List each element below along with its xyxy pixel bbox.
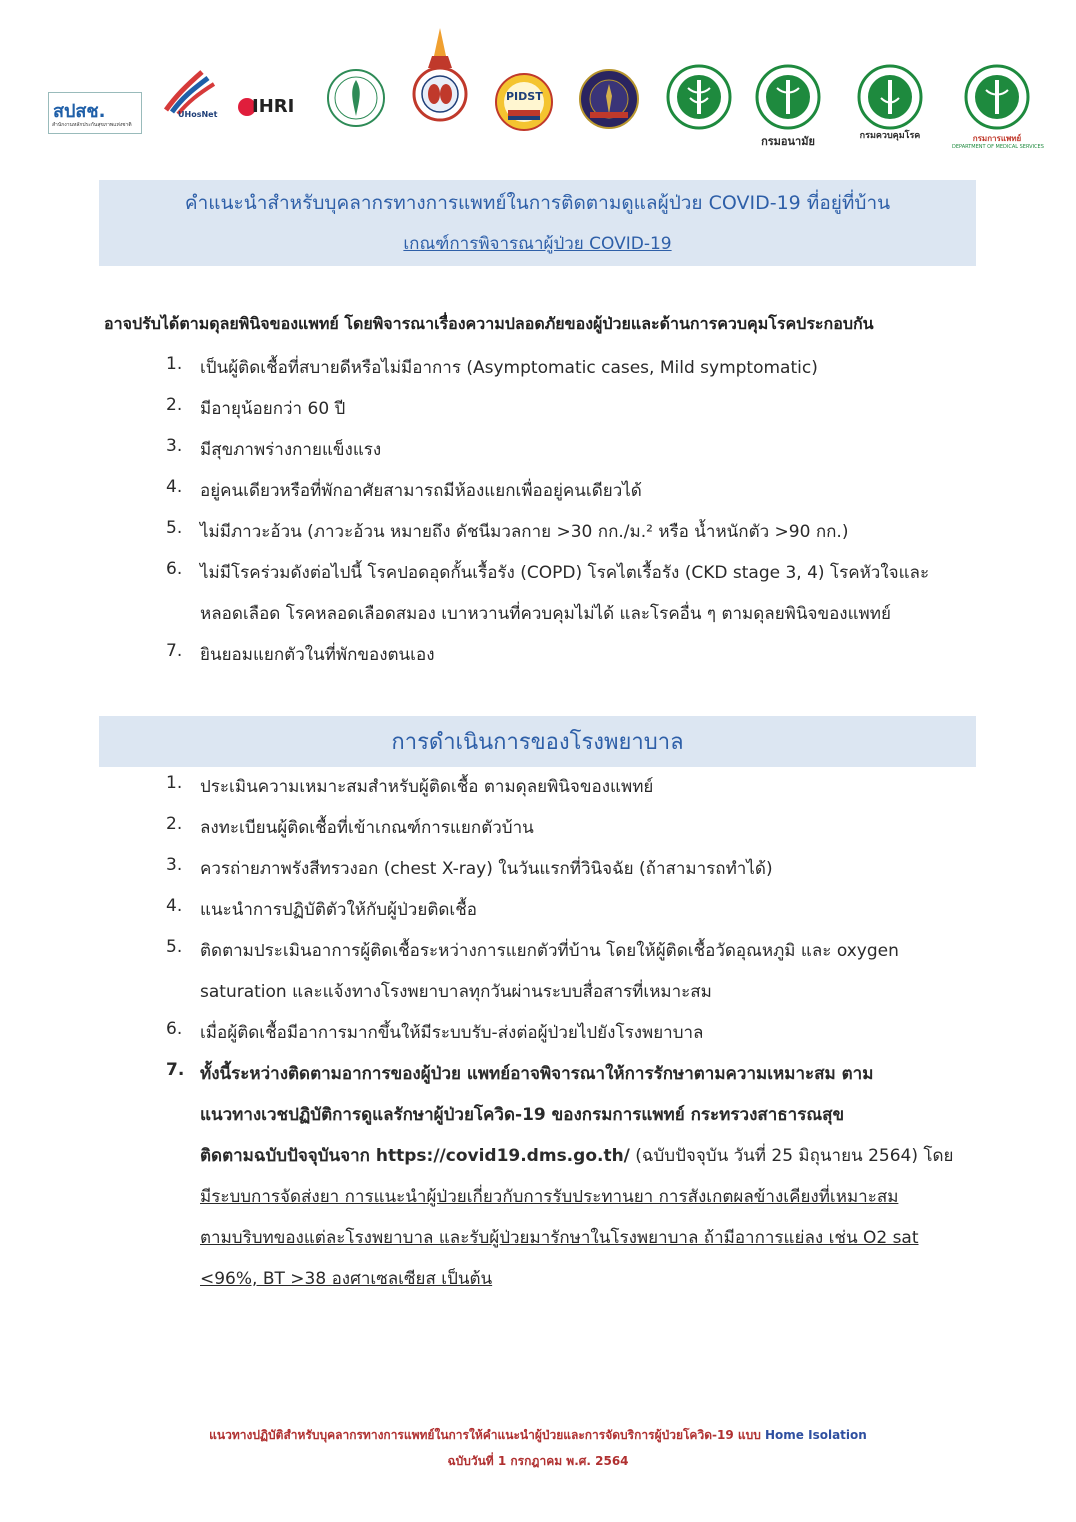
list-item-number: 1. xyxy=(166,773,183,793)
list-item-number: 4. xyxy=(166,477,183,497)
footer-guideline-text: แนวทางปฏิบัติสำหรับบุคลากรทางการแพทย์ในการให้คำแนะนำผู้ป่วยและการจัดบริการผู้ป่วยโควิด-19 แบบ xyxy=(209,1428,761,1442)
moph-seal-icon xyxy=(666,64,732,130)
dms-subcaption: DEPARTMENT OF MEDICAL SERVICES xyxy=(952,144,1044,150)
pidst-logo xyxy=(494,72,554,132)
list-item-number: 3. xyxy=(166,855,183,875)
list-item-line: ตามบริบทของแต่ละโรงพยาบาล และรับผู้ป่วยมารักษาในโรงพยาบาล ถ้ามีอาการแย่ลง เช่น O2 sat xyxy=(200,1228,919,1248)
list-item-line: เมื่อผู้ติดเชื้อมีอาการมากขึ้นให้มีระบบรับ-ส่งต่อผู้ป่วยไปยังโรงพยาบาล xyxy=(200,1023,704,1043)
list-item-number: 2. xyxy=(166,814,183,834)
pidst-logo-text: PIDST xyxy=(506,90,543,103)
hospital-band xyxy=(99,716,976,767)
bma-seal-logo xyxy=(326,68,386,128)
dept-health-caption: กรมอนามัย xyxy=(761,135,815,148)
list-item-line: ลงทะเบียนผู้ติดเชื้อที่เข้าเกณฑ์การแยกตัวบ้าน xyxy=(200,818,534,838)
footer-line-1 xyxy=(0,1426,1076,1445)
list-item-line: อยู่คนเดียวหรือที่พักอาศัยสามารถมีห้องแยกเพื่ออยู่คนเดียวได้ xyxy=(200,481,642,501)
logo-row xyxy=(44,26,1044,156)
list-item-number: 4. xyxy=(166,896,183,916)
list-item-number: 1. xyxy=(166,354,183,374)
list-item-line: ติดตามประเมินอาการผู้ติดเชื้อระหว่างการแยกตัวที่บ้าน โดยให้ผู้ติดเชื้อวัดอุณหภูมิ และ oxygen xyxy=(200,941,899,961)
list-item-line: ยินยอมแยกตัวในที่พักของตนเอง xyxy=(200,645,435,665)
list-item-number: 7. xyxy=(166,641,183,661)
list-item-line: มีสุขภาพร่างกายแข็งแรง xyxy=(200,440,382,460)
nhso-logo-subtext: สำนักงานหลักประกันสุขภาพแห่งชาติ xyxy=(52,122,132,128)
list-item-line: ประเมินความเหมาะสมสำหรับผู้ติดเชื้อ ตามดุลยพินิจของแพทย์ xyxy=(200,777,654,797)
list-item-line: ควรถ่ายภาพรังสีทรวงอก (chest X-ray) ในวันแรกที่วินิจฉัย (ถ้าสามารถทำได้) xyxy=(200,859,773,879)
list-item-number: 7. xyxy=(166,1060,185,1080)
nhso-logo-text: สปสช. xyxy=(53,101,106,122)
criteria-subtitle: เกณฑ์การพิจารณาผู้ป่วย COVID-19 xyxy=(403,234,672,254)
list-item-line: <96%, BT >38 องศาเซลเซียส เป็นต้น xyxy=(200,1269,493,1289)
list-item-number: 5. xyxy=(166,518,183,538)
list-item-line: หลอดเลือด โรคหลอดเลือดสมอง เบาหวานที่ควบคุมไม่ได้ และโรคอื่น ๆ ตามดุลยพินิจของแพทย์ xyxy=(200,604,891,624)
list-item-number: 6. xyxy=(166,1019,183,1039)
ihri-logo-text: IHRI xyxy=(252,96,295,117)
ddc-seal-icon xyxy=(857,64,923,130)
list-item-number: 5. xyxy=(166,937,183,957)
uhosnet-logo xyxy=(156,66,220,128)
list-item-number: 2. xyxy=(166,395,183,415)
list-item-line: saturation และแจ้งทางโรงพยาบาลทุกวันผ่านระบบสื่อสารที่เหมาะสม xyxy=(200,982,712,1002)
list-item-line: แนวทางเวชปฏิบัติการดูแลรักษาผู้ป่วยโควิด-19 ของกรมการแพทย์ กระทรวงสาธารณสุข xyxy=(200,1105,845,1125)
header-band xyxy=(99,180,976,266)
thai-crest-logo xyxy=(410,28,470,128)
list-item-line: มีระบบการจัดส่งยา การแนะนำผู้ป่วยเกี่ยวกับการรับประทานยา การสังเกตผลข้างเคียงที่เหมาะสม xyxy=(200,1187,899,1207)
nhso-logo xyxy=(48,92,142,134)
dms-seal-icon xyxy=(964,64,1030,130)
criteria-intro: อาจปรับได้ตามดุลยพินิจของแพทย์ โดยพิจารณาเรื่องความปลอดภัยของผู้ป่วยและด้านการควบคุมโรคประกอบกัน xyxy=(104,314,874,333)
society-seal-icon xyxy=(578,68,640,130)
dept-health-logo xyxy=(748,64,828,180)
version-date-text: (ฉบับปัจจุบัน วันที่ 25 มิถุนายน 2564) โดย xyxy=(629,1146,954,1166)
moph-seal-logo xyxy=(666,64,732,130)
list-item-number: 3. xyxy=(166,436,183,456)
list-item-line: ทั้งนี้ระหว่างติดตามอาการของผู้ป่วย แพทย์อาจพิจารณาให้การรักษาตามความเหมาะสม ตาม xyxy=(200,1064,874,1084)
dms-url-text: ติดตามฉบับปัจจุบันจาก https://covid19.dms.go.th/ xyxy=(200,1146,630,1166)
list-item-line: ไม่มีโรคร่วมดังต่อไปนี้ โรคปอดอุดกั้นเรื้อรัง (COPD) โรคไตเรื้อรัง (CKD stage 3, 4) โรคหัวใจและ xyxy=(200,563,930,583)
list-item-line: เป็นผู้ติดเชื้อที่สบายดีหรือไม่มีอาการ (Asymptomatic cases, Mild symptomatic) xyxy=(200,358,818,378)
crest-icon xyxy=(410,28,470,128)
footer-version-date: ฉบับวันที่ 1 กรกฎาคม พ.ศ. 2564 xyxy=(447,1454,629,1468)
bma-seal-icon xyxy=(326,68,386,128)
society-seal-logo xyxy=(578,68,640,130)
list-item-line: ไม่มีภาวะอ้วน (ภาวะอ้วน หมายถึง ดัชนีมวลกาย >30 กก./ม.² หรือ น้ำหนักตัว >90 กก.) xyxy=(200,522,849,542)
dms-logo xyxy=(952,64,1042,180)
hospital-section-title: การดำเนินการของโรงพยาบาล xyxy=(391,730,684,755)
list-item-number: 6. xyxy=(166,559,183,579)
list-item-line: มีอายุน้อยกว่า 60 ปี xyxy=(200,399,346,419)
ihri-logo xyxy=(238,94,300,122)
ddc-logo xyxy=(848,64,932,180)
list-item-line xyxy=(200,1142,954,1169)
document-title: คำแนะนำสำหรับบุคลากรทางการแพทย์ในการติดตามดูแลผู้ป่วย COVID-19 ที่อยู่ที่บ้าน xyxy=(184,192,891,214)
list-item-line: แนะนำการปฏิบัติตัวให้กับผู้ป่วยติดเชื้อ xyxy=(200,900,477,920)
uhosnet-mark-icon xyxy=(156,66,220,116)
footer-home-isolation-text: Home Isolation xyxy=(760,1428,867,1442)
uhosnet-logo-text: UHosNet xyxy=(178,110,218,119)
dms-caption: กรมการแพทย์ xyxy=(972,134,1022,143)
dept-health-seal-icon xyxy=(755,64,821,130)
ddc-caption: กรมควบคุมโรค xyxy=(859,131,921,141)
